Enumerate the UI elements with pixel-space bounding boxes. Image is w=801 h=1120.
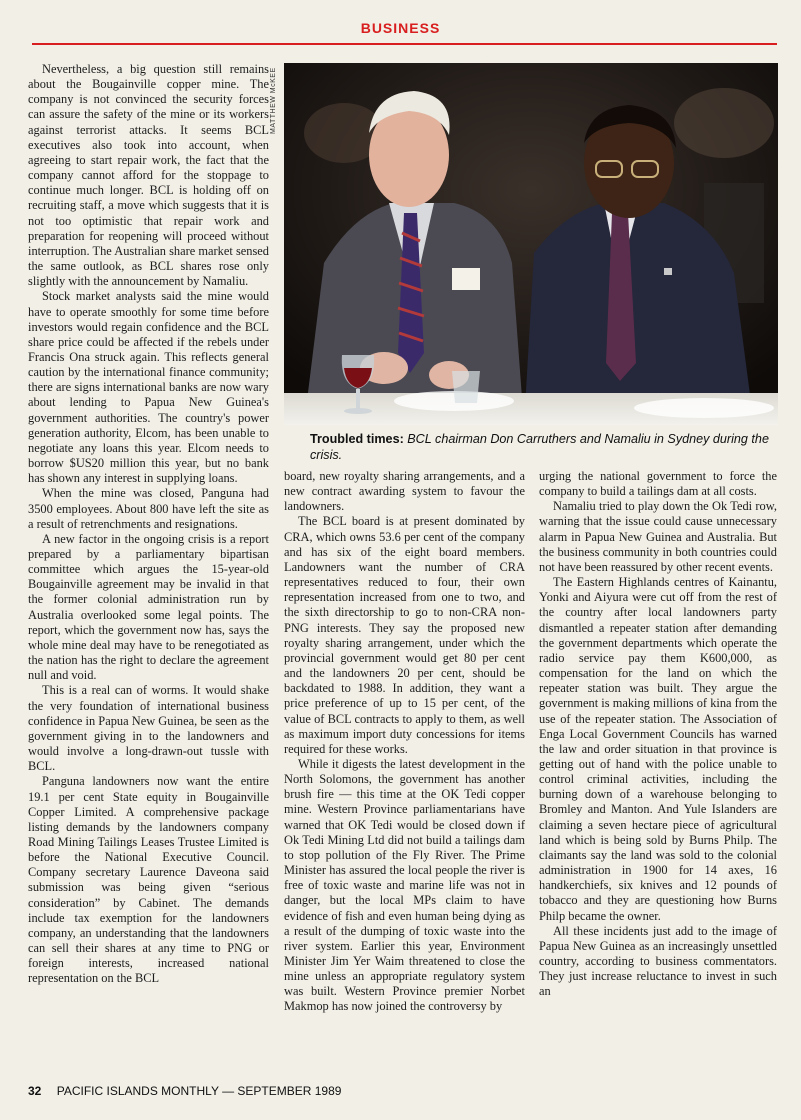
paragraph: Panguna landowners now want the entire 19.1 per cent State equity in Bougainville Copper Limited. A comprehensive package listing demands by the landowners company Road Mining Tailings Leases Trustee Limited is before the National Executive Council. Company secretary Laurence Daveona said submission was being given “serious consideration” by Cabinet. The demands include tax exemption for the landowners company, an understanding that the landowners can sell their shares at any time to PNG or foreign interests, increased national representation on the BCL [28,774,269,986]
article-column-3 [539,469,777,999]
paragraph: Stock market analysts said the mine would have to operate smoothly for some time before investors would regain confidence and the BCL share price could be affected if the rebels under Francis Ona struck again. This reflects general caution by the international finance community; there are signs international banks are now wary about lending to Papua New Guinea's government authorities. The country's power generation authority, Elcom, has been unable to negotiate any loans this year. Elcom needs to borrow $US20 million this year, but no bank has shown any interest in supplying loans. [28,289,269,486]
paragraph: All these incidents just add to the image of Papua New Guinea as an increasingly unsettled country, according to business commentators. They just increase reluctance to invest in such an [539,923,777,999]
photo-illustration [284,63,778,425]
paragraph: Nevertheless, a big question still remains about the Bougainville copper mine. The company is not convinced the security forces can assure the safety of the mine or its workers against terrorist attacks. It seems BCL executives also took into account, when agreeing to start repair work, the fact that the company cannot afford for the stoppage to continue much longer. BCL is holding off on recruiting staff, a move which suggests that it is not too optimistic that repair work and preparation for reopening will proceed without interruption. The Australian share market sensed the same outlook, as BCL shares rose only slightly with the announcement by Namaliu. [28,62,269,289]
paragraph: The BCL board is at present dominated by CRA, which owns 53.6 per cent of the company and has six of the eight board members. Landowners want the number of CRA representatives reduced to four, their own representation increased from one to two, and the sixth directorship to go to non-CRA non-PNG interests. They say the proposed new royalty sharing arrangement, under which the provincial government would get 80 per cent and the landowners 20 per cent, should be backdated to 1988. In addition, they want a price preference of up to 15 per cent, of the value of BCL contracts to apply to them, as well as maximum import duty concessions for items required for these works. [284,514,525,756]
article-photo [284,63,778,425]
paragraph: While it digests the latest development in the North Solomons, the government has another brush fire — this time at the OK Tedi copper mine. Western Province parliamentarians have warned that OK Tedi would be closed down if Ok Tedi Mining Ltd did not build a tailings dam to stop pollution of the Fly River. The Prime Minister has assured the local people the river is free of toxic waste and marine life was not in danger, but the local MPs claim to have evidence of fish and even human being dying as a result of the dumping of toxic waste into the river system. Earlier this year, Environment Minister Jim Yer Waim threatened to close the mine unless an appropriate regulatory system was built. Western Province premier Norbet Makmop has now joined the controversy by [284,756,525,1014]
paragraph: Namaliu tried to play down the Ok Tedi row, warning that the issue could cause unnecessary alarm in Papua New Guinea and Australia. But the business community in both countries could not have been reassured by other recent events. [539,499,777,574]
paragraph: When the mine was closed, Panguna had 3500 employees. About 800 have left the site as a result of retrenchments and resignations. [28,486,269,531]
page-number: 32 [28,1084,42,1098]
header-rule [32,43,777,45]
paragraph: The Eastern Highlands centres of Kainantu, Yonki and Aiyura were cut off from the rest of the country after local landowners party dismantled a repeater station after demanding the government departments which operate the radio service pay them K600,000, as compensation for the land on which the repeater station was built. They argue the government is making millions of kina from the use of the repeater station. The Association of Enga Local Government Councils has warned the law and order situation in that province is getting out of hand with the police unable to control criminal activities, including the burning down of a warehouse belonging to Bromley and Manton. And Yule Islanders are claiming a seven hectare piece of agricultural land which is being sold by Burns Philp. The claimants say the land was sold to the colonial administration in 1900 for 14 axes, 16 handkerchiefs, six knives and 12 pounds of tobacco and they are questioning how Burns Philp became the owner. [539,575,777,923]
paragraph: A new factor in the ongoing crisis is a report prepared by a parliamentary bipartisan committee which argues the 15-year-old Bougainville agreement may be invalid in that the former colonial administration run by Australia overlooked some legal points. The report, which the government now has, says the whole mine deal may have to be renegotiated as the nation has the right to declare the agreement null and void. [28,531,269,683]
photo-credit: MATTHEW McKEE [270,67,277,134]
photo-caption [310,431,770,463]
article-column-2 [284,469,525,1015]
paragraph: This is a real can of worms. It would shake the very foundation of international business confidence in Papua New Guinea, be seen as the government giving in to the landowners and would involve a long-drawn-out tussle with BCL. [28,683,269,774]
paragraph: board, new royalty sharing arrangements, and a new contract awarding system to favour the landowners. [284,469,525,514]
paragraph: urging the national government to force the company to build a tailings dam at all costs. [539,469,777,499]
caption-lead: Troubled times: [310,432,404,446]
publication-line: PACIFIC ISLANDS MONTHLY — SEPTEMBER 1989 [56,1084,342,1098]
page-footer [28,1084,341,1098]
article-column-1 [28,62,269,987]
caption-body: BCL chairman Don Carruthers and Namaliu in Sydney during the crisis. [310,432,769,462]
section-title: BUSINESS [360,20,441,36]
